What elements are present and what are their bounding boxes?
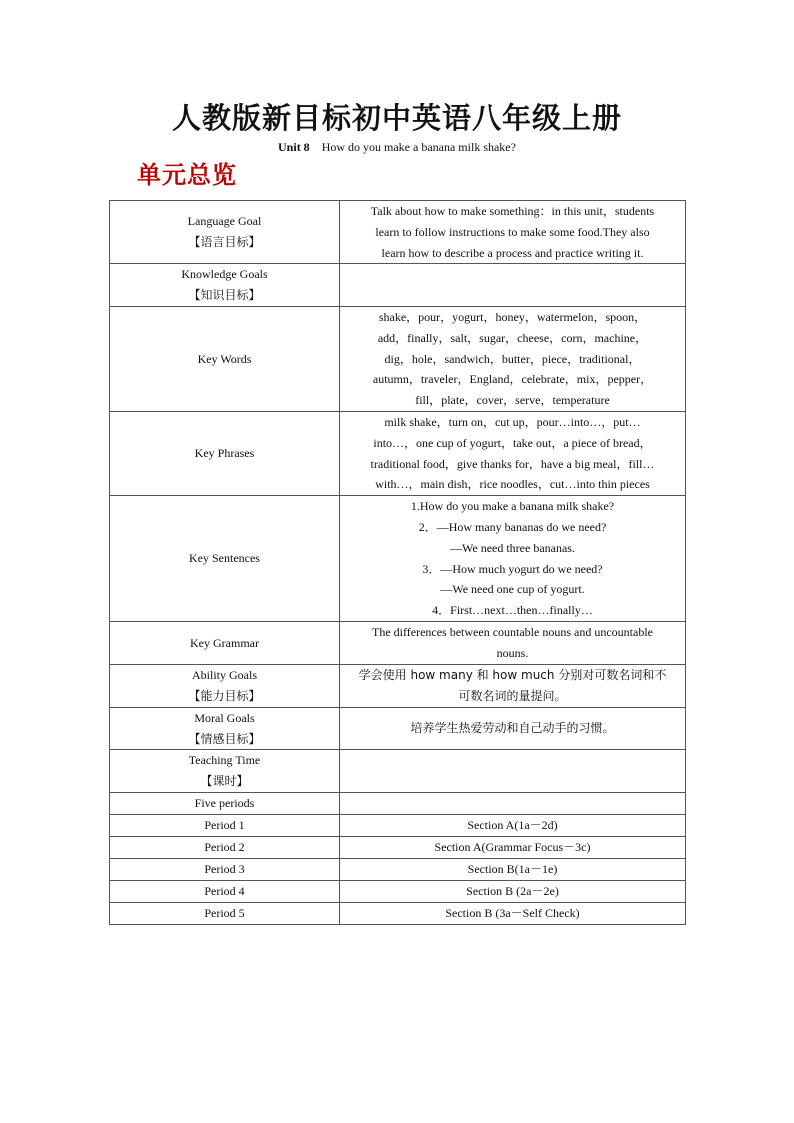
- knowledge-goals-label: [110, 264, 340, 307]
- key-sentence-line: —We need three bananas.: [450, 540, 575, 555]
- row-period-1: [110, 814, 686, 836]
- key-grammar-line: The differences between countable nouns and uncountable: [371, 625, 653, 640]
- row-period-3: [110, 858, 686, 880]
- moral-goals-label: [110, 707, 340, 750]
- language-goal-line: Talk about how to make something：in this unit，students: [370, 204, 655, 218]
- row-five-periods: [110, 792, 686, 814]
- language-goal-line: learn how to describe a process and practice writing it.: [381, 245, 644, 260]
- period-value: Section B(1a－1e): [340, 858, 686, 880]
- key-words-line: add，finally，salt，sugar，cheese，corn，machine，: [377, 330, 648, 345]
- language-goal-label-zh: 【语言目标】: [188, 235, 261, 250]
- ability-goals-label-zh: 【能力目标】: [188, 688, 261, 703]
- key-sentence-line: —We need one cup of yogurt.: [440, 582, 585, 597]
- period-label: Period 2: [110, 836, 340, 858]
- key-phrases-line: into…，one cup of yogurt，take out，a piece of bread，: [373, 435, 652, 450]
- row-key-sentences: [110, 496, 686, 622]
- language-goal-value: [340, 201, 686, 264]
- key-phrases-line: milk shake，turn on，cut up，pour…into…，put…: [384, 414, 641, 429]
- teaching-time-label-zh: 【课时】: [200, 774, 249, 789]
- period-label: Period 3: [110, 858, 340, 880]
- row-key-grammar: [110, 622, 686, 665]
- period-value: Section B (3a－Self Check): [340, 902, 686, 924]
- key-words-value: [340, 306, 686, 411]
- row-key-words: [110, 306, 686, 411]
- key-sentences-label: Key Sentences: [110, 496, 340, 622]
- unit-number: Unit 8: [278, 140, 310, 154]
- unit-subtitle: [0, 140, 794, 155]
- five-periods-label: Five periods: [110, 792, 340, 814]
- period-label: Period 4: [110, 880, 340, 902]
- period-value: Section A(1a－2d): [340, 814, 686, 836]
- knowledge-goals-label-en: Knowledge Goals: [181, 267, 268, 282]
- key-phrases-value: [340, 411, 686, 495]
- row-moral-goals: [110, 707, 686, 750]
- ability-goals-line: 可数名词的量提问。: [458, 688, 567, 703]
- key-words-line: dig，hole，sandwich，butter，piece，traditional，: [384, 351, 641, 366]
- row-knowledge-goals: [110, 264, 686, 307]
- moral-goals-label-zh: 【情感目标】: [188, 731, 261, 746]
- key-grammar-value: [340, 622, 686, 665]
- row-teaching-time: [110, 750, 686, 793]
- ability-goals-value: [340, 664, 686, 707]
- row-key-phrases: [110, 411, 686, 495]
- teaching-time-value: [340, 750, 686, 793]
- key-sentence-line: 4．First…next…then…finally…: [432, 603, 593, 618]
- period-label: Period 5: [110, 902, 340, 924]
- key-words-line: autumn，traveler，England，celebrate，mix，pepper，: [372, 372, 653, 387]
- page-title: 人教版新目标初中英语八年级上册: [171, 101, 622, 135]
- key-sentences-value: [340, 496, 686, 622]
- row-period-5: [110, 902, 686, 924]
- key-sentence-line: 2．—How many bananas do we need?: [418, 520, 607, 535]
- language-goal-label: [110, 201, 340, 264]
- ability-goals-label: [110, 664, 340, 707]
- key-sentence-line: 1.How do you make a banana milk shake?: [410, 499, 615, 514]
- period-label: Period 1: [110, 814, 340, 836]
- key-phrases-label: Key Phrases: [110, 411, 340, 495]
- knowledge-goals-label-zh: 【知识目标】: [188, 288, 261, 303]
- period-value: Section A(Grammar Focus－3c): [340, 836, 686, 858]
- key-phrases-line: traditional food，give thanks for，have a big meal，fill…: [370, 456, 655, 471]
- period-value: Section B (2a－2e): [340, 880, 686, 902]
- row-period-4: [110, 880, 686, 902]
- ability-goals-line: 学会使用 how many 和 how much 分别对可数名词和不: [358, 667, 667, 682]
- key-phrases-line: with…，main dish，rice noodles，cut…into thin pieces: [375, 477, 650, 492]
- key-sentence-line: 3．—How much yogurt do we need?: [422, 561, 603, 576]
- unit-overview-table: [109, 200, 686, 925]
- teaching-time-label-en: Teaching Time: [188, 753, 261, 768]
- unit-title: How do you make a banana milk shake?: [321, 140, 516, 154]
- knowledge-goals-value: [340, 264, 686, 307]
- key-words-label: Key Words: [110, 306, 340, 411]
- moral-goals-label-en: Moral Goals: [194, 710, 255, 725]
- key-grammar-label: Key Grammar: [110, 622, 340, 665]
- language-goal-line: learn to follow instructions to make some food.They also: [375, 224, 650, 239]
- five-periods-value: [340, 792, 686, 814]
- row-ability-goals: [110, 664, 686, 707]
- key-words-line: shake，pour，yogurt，honey，watermelon，spoon，: [378, 309, 647, 324]
- moral-goals-value: 培养学生热爱劳动和自己动手的习惯。: [340, 707, 686, 750]
- row-period-2: [110, 836, 686, 858]
- key-grammar-line: nouns.: [496, 645, 529, 660]
- language-goal-label-en: Language Goal: [187, 214, 262, 229]
- ability-goals-label-en: Ability Goals: [192, 667, 257, 682]
- section-heading: 单元总览: [137, 161, 237, 189]
- teaching-time-label: [110, 750, 340, 793]
- key-words-line: fill，plate，cover，serve，temperature: [415, 393, 610, 408]
- row-language-goal: [110, 201, 686, 264]
